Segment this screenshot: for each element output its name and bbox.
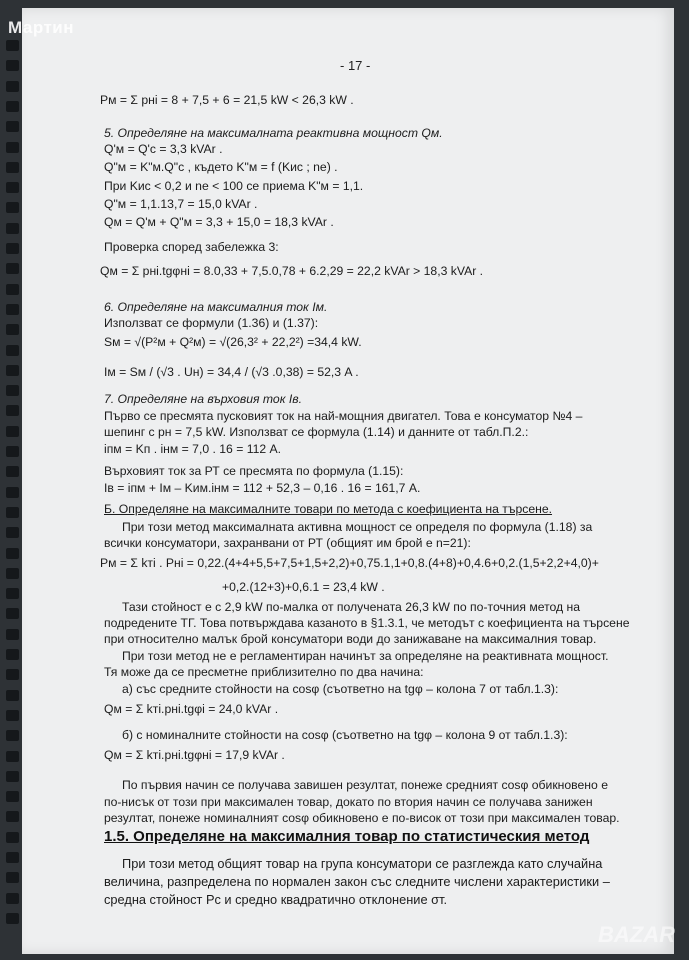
formula-qm-double: Q"м = K"м.Q"c , където K"м = f (Kис ; nе) . bbox=[104, 160, 338, 174]
formula-im: Iм = Sм / (√3 . Uн) = 34,4 / (√3 .0,38) = 52,3 A . bbox=[104, 365, 359, 379]
condition-line: При Kис < 0,2 и nе < 100 се приема K"м = 1,1. bbox=[104, 179, 364, 193]
formula-pm-demand-cont: +0,2.(12+3)+0,6.1 = 23,4 kW . bbox=[222, 580, 385, 594]
option-a: а) със средните стойности на cosφ (съответно на tgφ – колона 7 от табл.1.3): bbox=[122, 682, 559, 696]
binding-hole bbox=[6, 669, 19, 680]
binding-hole bbox=[6, 365, 19, 376]
formula-qm-check: Qм = Σ pнi.tgφнi = 8.0,33 + 7,5.0,78 + 6.2,29 = 22,2 kVAr > 18,3 kVAr . bbox=[100, 264, 484, 278]
formula-ib: Iв = iпм + Iм – Kим.iнм = 112 + 52,3 – 0,16 . 16 = 161,7 A. bbox=[104, 481, 421, 495]
formula-qm-value: Q"м = 1,1.13,7 = 15,0 kVAr . bbox=[104, 197, 258, 211]
formula-qm-prime: Q'м = Q'c = 3,3 kVAr . bbox=[104, 142, 223, 156]
binding-hole bbox=[6, 405, 19, 416]
formula-qm-b: Qм = Σ kтi.pнi.tgφнi = 17,9 kVAr . bbox=[104, 748, 285, 762]
section-heading: 1.5. Определяне на максималния товар по статистическия метод bbox=[104, 828, 590, 845]
check-label: Проверка според забележка 3: bbox=[104, 240, 279, 254]
subheading-peak-current: 7. Определяне на върховия ток Iв. bbox=[104, 392, 302, 406]
binding-hole bbox=[6, 345, 19, 356]
binding-hole bbox=[6, 751, 19, 762]
document-page bbox=[22, 8, 674, 954]
binding-hole bbox=[6, 263, 19, 274]
formula-reference: Използват се формули (1.36) и (1.37): bbox=[104, 316, 319, 330]
spiral-binding bbox=[2, 40, 22, 940]
paragraph-line: Тя може да се пресметне приблизително по два начина: bbox=[104, 665, 424, 679]
binding-hole bbox=[6, 629, 19, 640]
paragraph-line: всички консуматори, захранвани от РТ (общият им брой е n=21): bbox=[104, 536, 471, 550]
binding-hole bbox=[6, 284, 19, 295]
binding-hole bbox=[6, 852, 19, 863]
binding-hole bbox=[6, 548, 19, 559]
binding-hole bbox=[6, 40, 19, 51]
binding-hole bbox=[6, 426, 19, 437]
binding-hole bbox=[6, 730, 19, 741]
paragraph-line: подредените ТГ. Това потвърждава казаното в §1.3.1, че методът с коефициента на търсене bbox=[104, 616, 630, 630]
binding-hole bbox=[6, 832, 19, 843]
formula-qm-total: Qм = Q'м + Q"м = 3,3 + 15,0 = 18,3 kVAr . bbox=[104, 215, 334, 229]
binding-hole bbox=[6, 121, 19, 132]
formula-qm-a: Qм = Σ kтi.pнi.tgφi = 24,0 kVAr . bbox=[104, 702, 279, 716]
binding-hole bbox=[6, 588, 19, 599]
paragraph-line: Върховият ток за РТ се пресмята по формула (1.15): bbox=[104, 464, 404, 478]
page-number: - 17 - bbox=[340, 58, 371, 73]
binding-hole bbox=[6, 913, 19, 924]
binding-hole bbox=[6, 893, 19, 904]
binding-hole bbox=[6, 507, 19, 518]
binding-hole bbox=[6, 791, 19, 802]
subheading-max-current: 6. Определяне на максималния ток Iм. bbox=[104, 300, 328, 314]
formula-pm-demand: Pм = Σ kтi . Pнi = 0,22.(4+4+5,5+7,5+1,5+2,2)+0,75.1,1+0,8.(4+8)+0,4.6+0,2.(1,5+2,2+4,0)+ bbox=[100, 556, 599, 570]
binding-hole bbox=[6, 182, 19, 193]
paragraph-line: средна стойност Pс и средно квадратично отклонение σт. bbox=[104, 892, 448, 907]
binding-hole bbox=[6, 446, 19, 457]
binding-hole bbox=[6, 608, 19, 619]
subheading-reactive-power: 5. Определяне на максималната реактивна мощност Qм. bbox=[104, 126, 443, 140]
paragraph-line: при относително малък брой консуматори води до занижаване на максималния товар. bbox=[104, 632, 597, 646]
paragraph-line: При този метод максималната активна мощност се определя по формула (1.18) за bbox=[122, 520, 593, 534]
binding-hole bbox=[6, 487, 19, 498]
binding-hole bbox=[6, 202, 19, 213]
paragraph-line: шепинг с pн = 7,5 kW. Използват се формула (1.14) и данните от табл.П.2.: bbox=[104, 425, 529, 439]
binding-hole bbox=[6, 243, 19, 254]
binding-hole bbox=[6, 385, 19, 396]
paragraph-line: При този метод не е регламентиран начинът за определяне на реактивната мощност. bbox=[122, 649, 609, 663]
formula-pm: Pм = Σ pнi = 8 + 7,5 + 6 = 21,5 kW < 26,3 kW . bbox=[100, 93, 354, 107]
paragraph-line: По първия начин се получава завишен резултат, понеже средният cosφ обикновено е bbox=[122, 778, 608, 792]
binding-hole bbox=[6, 811, 19, 822]
binding-hole bbox=[6, 690, 19, 701]
paragraph-line: Тази стойност е с 2,9 kW по-малка от получената 26,3 kW по по-точния метод на bbox=[122, 600, 581, 614]
binding-hole bbox=[6, 223, 19, 234]
paragraph-line: по-нисък от този при максимален товар, докато по втория начин се получава занижен bbox=[104, 795, 593, 809]
formula-ipm: iпм = Kп . iнм = 7,0 . 16 = 112 A. bbox=[104, 442, 282, 456]
paragraph-line: резултат, понеже номиналният cosφ обикновено е по-висок от този при максимален товар. bbox=[104, 811, 620, 825]
binding-hole bbox=[6, 568, 19, 579]
binding-hole bbox=[6, 60, 19, 71]
paragraph-line: Първо се пресмята пусковият ток на най-мощния двигател. Това е консуматор №4 – bbox=[104, 409, 583, 423]
option-b: б) с номиналните стойности на cosφ (съответно на tgφ – колона 9 от табл.1.3): bbox=[122, 728, 568, 742]
paragraph-line: При този метод общият товар на група консуматори се разглежда като случайна bbox=[122, 856, 603, 871]
watermark-seller: Мартин bbox=[8, 18, 75, 37]
binding-hole bbox=[6, 710, 19, 721]
binding-hole bbox=[6, 527, 19, 538]
binding-hole bbox=[6, 142, 19, 153]
binding-hole bbox=[6, 872, 19, 883]
binding-hole bbox=[6, 771, 19, 782]
watermark-logo: BAZAR bbox=[598, 922, 675, 947]
binding-hole bbox=[6, 649, 19, 660]
binding-hole bbox=[6, 324, 19, 335]
binding-hole bbox=[6, 81, 19, 92]
paragraph-line: величина, разпределена по нормален закон със следните числени характеристики – bbox=[104, 874, 610, 889]
binding-hole bbox=[6, 162, 19, 173]
subheading-demand-method: Б. Определяне на максималните товари по метода с коефициента на търсене. bbox=[104, 502, 553, 516]
binding-hole bbox=[6, 304, 19, 315]
binding-hole bbox=[6, 466, 19, 477]
formula-sm: Sм = √(P²м + Q²м) = √(26,3² + 22,2²) =34,4 kW. bbox=[104, 335, 362, 349]
binding-hole bbox=[6, 101, 19, 112]
